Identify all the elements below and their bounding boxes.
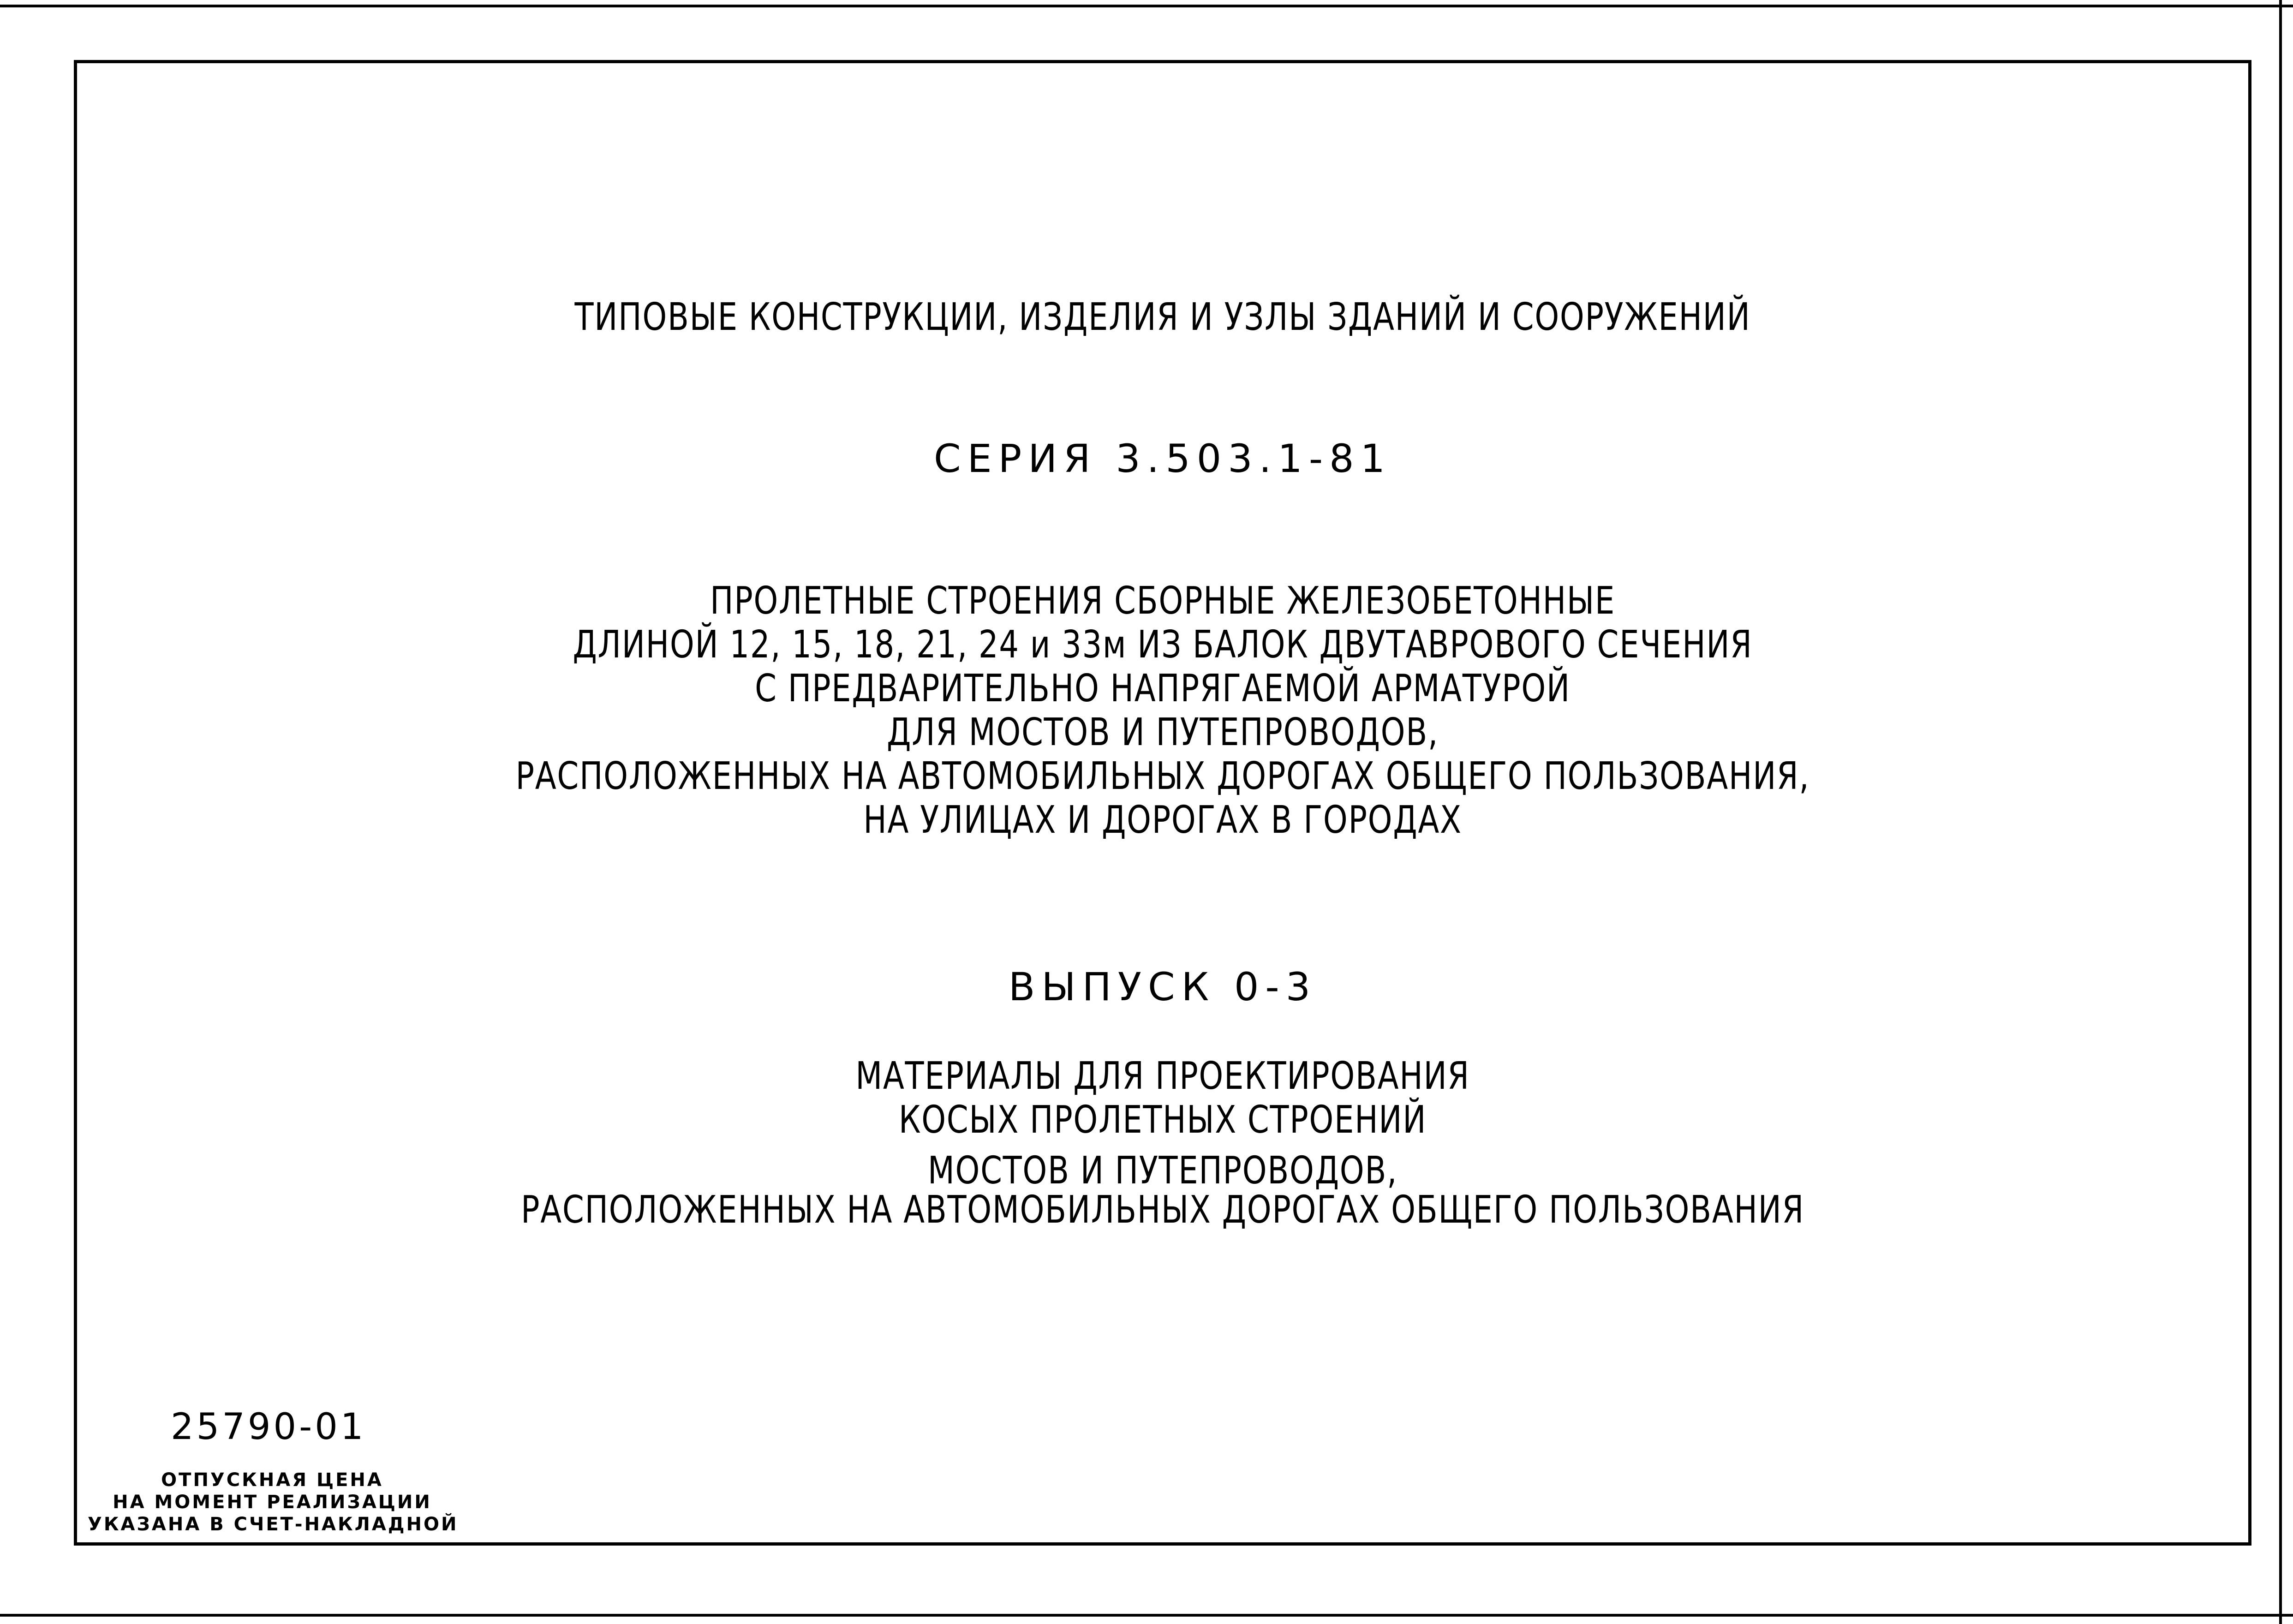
right-rule	[2279, 0, 2282, 1624]
title-line: РАСПОЛОЖЕННЫХ НА АВТОМОБИЛЬНЫХ ДОРОГАХ ОБЩЕГО ПОЛЬЗОВАНИЯ,	[515, 754, 1810, 798]
issue-line: МОСТОВ И ПУТЕПРОВОДОВ,	[927, 1149, 1398, 1193]
title-line: С ПРЕДВАРИТЕЛЬНО НАПРЯГАЕМОЙ АРМАТУРОЙ	[755, 667, 1570, 710]
price-note-line: ОТПУСКНАЯ ЦЕНА	[161, 1469, 383, 1491]
series-number: СЕРИЯ 3.503.1-81	[933, 436, 1392, 481]
title-line: ДЛЯ МОСТОВ И ПУТЕПРОВОДОВ,	[886, 710, 1439, 754]
title-line: ДЛИНОЙ 12, 15, 18, 21, 24 и 33м ИЗ БАЛОК ДВУТАВРОВОГО СЕЧЕНИЯ	[573, 623, 1753, 667]
header-title: ТИПОВЫЕ КОНСТРУКЦИИ, ИЗДЕЛИЯ И УЗЛЫ ЗДАНИЙ И СООРУЖЕНИЙ	[574, 295, 1751, 339]
price-note-line: УКАЗАНА В СЧЕТ-НАКЛАДНОЙ	[88, 1514, 459, 1535]
title-line: ПРОЛЕТНЫЕ СТРОЕНИЯ СБОРНЫЕ ЖЕЛЕЗОБЕТОННЫЕ	[710, 579, 1615, 623]
bottom-rule	[0, 1614, 2293, 1617]
top-rule	[0, 5, 2293, 7]
title-line: НА УЛИЦАХ И ДОРОГАХ В ГОРОДАХ	[863, 798, 1462, 842]
document-code: 25790-01	[171, 1406, 366, 1448]
issue-number: ВЫПУСК 0-3	[1008, 964, 1317, 1009]
issue-line: МАТЕРИАЛЫ ДЛЯ ПРОЕКТИРОВАНИЯ	[855, 1054, 1470, 1098]
issue-line: КОСЫХ ПРОЛЕТНЫХ СТРОЕНИЙ	[898, 1098, 1427, 1142]
price-note-line: НА МОМЕНТ РЕАЛИЗАЦИИ	[113, 1492, 432, 1513]
issue-line: РАСПОЛОЖЕННЫХ НА АВТОМОБИЛЬНЫХ ДОРОГАХ ОБЩЕГО ПОЛЬЗОВАНИЯ	[521, 1188, 1804, 1232]
